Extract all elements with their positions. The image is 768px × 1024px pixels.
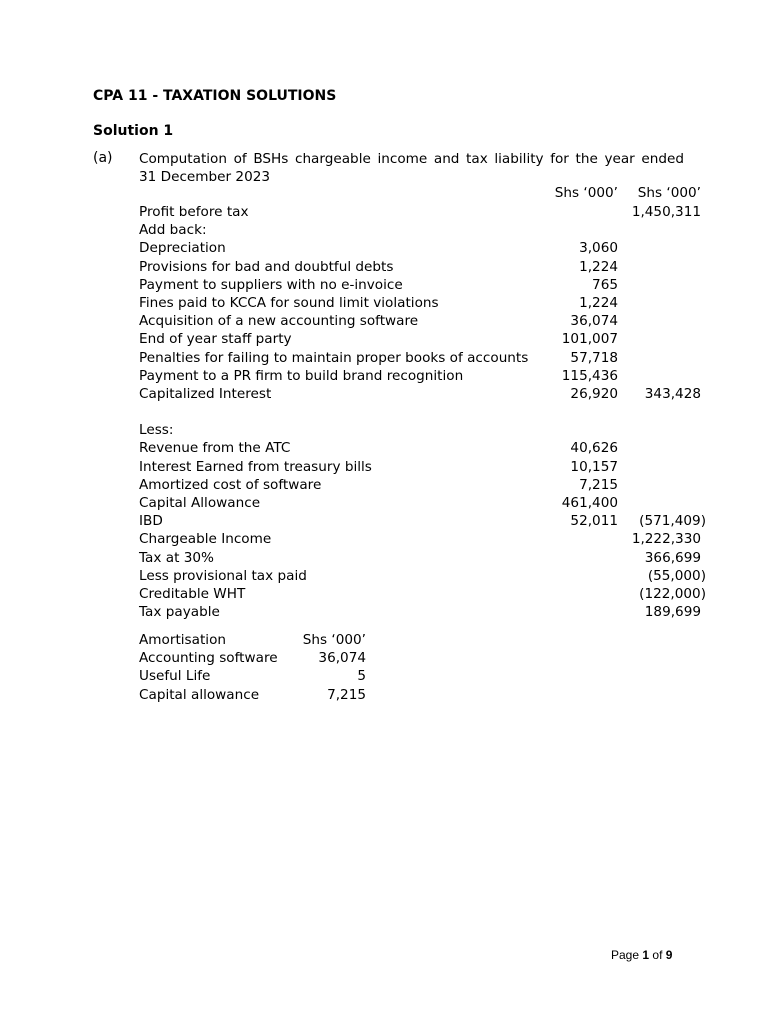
of-word: of [652,948,663,962]
row-label: Tax payable [139,604,220,621]
column-header-2: Shs ‘000’ [637,185,701,201]
solution-heading: Solution 1 [93,123,174,139]
row-label: Acquisition of a new accounting software [139,313,419,330]
table-row [0,221,768,239]
table-row [0,585,768,603]
row-label: Fines paid to KCCA for sound limit violations [139,294,439,311]
intro-word: Computation [139,151,227,167]
row-col1: 101,007 [561,331,618,348]
table-row [0,239,768,257]
row-label: Less provisional tax paid [139,567,307,584]
row-col1: 1,224 [579,294,618,311]
row-col2: 343,428 [644,385,701,402]
intro-word: and [433,151,460,167]
intro-word: of [233,151,247,167]
table-row [0,603,768,621]
table-row [0,349,768,367]
row-value: 7,215 [327,686,366,703]
table-row [0,276,768,294]
doc-title: CPA 11 - TAXATION SOLUTIONS [93,88,337,104]
row-col1: 40,626 [570,440,618,457]
intro-line-1 [139,150,684,168]
row-label: Payment to a PR firm to build brand recognition [139,367,464,384]
row-col2: 1,222,330 [631,531,701,548]
table-row [0,203,768,221]
tax-computation-table [0,203,768,621]
row-col2: (55,000) [647,567,706,584]
row-col2: 1,450,311 [631,204,701,220]
intro-word: tax [466,151,488,167]
table-row [0,385,768,403]
row-col2: 189,699 [644,604,701,621]
page-word: Page [611,948,640,962]
row-col2: (122,000) [639,585,706,602]
row-label: Accounting software [139,650,278,667]
table-row [0,258,768,276]
intro-word: for [550,151,569,167]
table-row [0,476,768,494]
intro-paragraph [139,150,684,186]
intro-word: year [604,151,635,167]
row-col1: 10,157 [570,458,618,475]
intro-word: BSHs [253,151,289,167]
intro-word: chargeable [294,151,371,167]
row-col1: 52,011 [570,513,618,530]
row-label: Capital Allowance [139,495,261,511]
row-col1: 1,224 [579,258,618,275]
row-label: IBD [139,513,163,530]
table-row [0,649,768,667]
row-label: Profit before tax [139,204,249,220]
row-col1: 7,215 [579,476,618,493]
row-label: Creditable WHT [139,585,246,602]
row-label: Amortized cost of software [139,476,322,493]
row-col1: 3,060 [579,240,618,257]
row-value: 5 [357,668,366,685]
row-value: Shs ‘000’ [302,632,366,648]
table-row [0,512,768,530]
table-row [0,686,768,704]
table-row [0,631,768,649]
row-label: Chargeable Income [139,531,272,548]
table-row [0,330,768,348]
row-col1: 765 [592,276,618,293]
row-value: 36,074 [318,650,366,667]
row-label: Less: [139,422,174,439]
row-col1: 36,074 [570,313,618,330]
page-total: 9 [665,948,673,962]
table-row [0,567,768,585]
row-label: Tax at 30% [139,549,214,566]
row-label: Capital allowance [139,686,260,703]
table-row [0,312,768,330]
row-col2: 366,699 [644,549,701,566]
table-row [0,667,768,685]
row-label: Revenue from the ATC [139,440,291,457]
row-label: Penalties for failing to maintain proper books of accounts [139,349,529,366]
row-col1: 26,920 [570,385,618,402]
row-label: Add back: [139,222,207,239]
row-label: Capitalized Interest [139,385,272,402]
row-label: Payment to suppliers with no e-invoice [139,276,403,293]
row-col1: 461,400 [561,495,618,511]
row-label: Depreciation [139,240,226,257]
intro-line-2: 31 December 2023 [139,169,271,185]
table-row [0,439,768,457]
row-col1: 115,436 [561,367,618,384]
intro-word: ended [641,151,684,167]
row-label: End of year staff party [139,331,292,348]
table-row [0,294,768,312]
amortisation-table [0,631,768,704]
page-footer [611,948,672,962]
table-row [0,530,768,548]
table-row [0,549,768,567]
table-row [0,494,768,512]
row-col1: 57,718 [570,349,618,366]
page-number: 1 [642,948,650,962]
column-header-1: Shs ‘000’ [554,185,618,201]
intro-word: the [575,151,598,167]
column-headers [0,185,768,203]
row-label: Amortisation [139,632,227,648]
intro-word: liability [494,151,544,167]
intro-word: income [377,151,428,167]
table-row-spacer [0,403,768,421]
row-label: Interest Earned from treasury bills [139,458,372,475]
row-label: Provisions for bad and doubtful debts [139,258,394,275]
part-label: (a) [93,150,113,166]
row-col2: (571,409) [639,513,706,530]
table-row [0,458,768,476]
table-row [0,421,768,439]
table-row [0,367,768,385]
row-label: Useful Life [139,668,211,685]
